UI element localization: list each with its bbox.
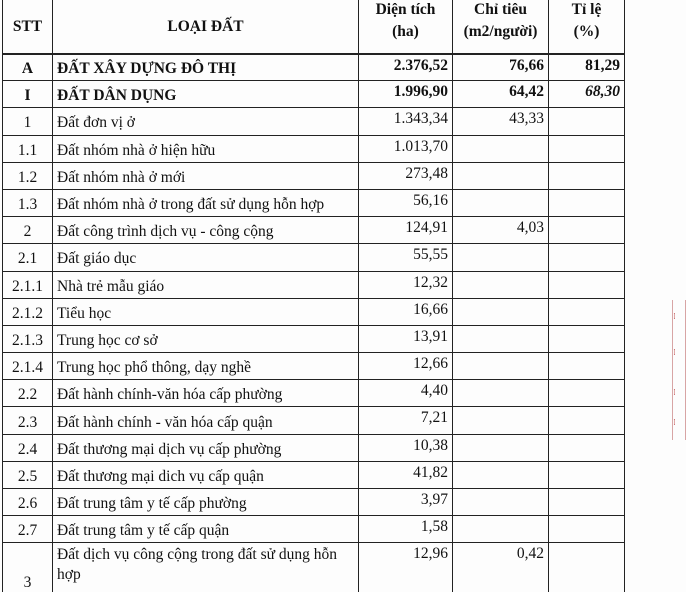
cell-norm <box>453 489 549 516</box>
cell-area: 16,66 <box>359 298 453 325</box>
cell-stt: A <box>3 54 53 81</box>
cell-land-type: Đất công trình dịch vụ - công cộng <box>53 217 359 244</box>
cell-ratio <box>549 543 625 592</box>
cell-ratio <box>549 298 625 325</box>
cell-land-type: Đất dịch vụ công cộng trong đất sử dụng hỗn hợp <box>53 543 359 592</box>
cell-stt: 2.2 <box>3 380 53 407</box>
cell-area: 13,91 <box>359 325 453 352</box>
cell-land-type: ĐẤT XÂY DỰNG ĐÔ THỊ <box>53 54 359 81</box>
table-row <box>3 407 625 434</box>
cell-area: 4,40 <box>359 380 453 407</box>
cell-area: 1.996,90 <box>359 81 453 108</box>
cell-stt: 2.6 <box>3 489 53 516</box>
cell-stt: 2.7 <box>3 516 53 543</box>
cell-ratio <box>549 217 625 244</box>
table-row <box>3 189 625 216</box>
cell-land-type: Đất giáo dục <box>53 244 359 271</box>
cell-ratio <box>549 108 625 135</box>
cell-ratio <box>549 135 625 162</box>
cell-stt: 2.1.2 <box>3 298 53 325</box>
cell-norm: 0,42 <box>453 543 549 592</box>
cell-stt: I <box>3 81 53 108</box>
cell-area: 56,16 <box>359 189 453 216</box>
cell-stt: 3 <box>3 543 53 592</box>
cell-area: 55,55 <box>359 244 453 271</box>
header-ratio-title: Tỉ lệ <box>571 1 602 18</box>
table-row <box>3 380 625 407</box>
header-land-type: LOẠI ĐẤT <box>53 0 359 54</box>
cell-ratio <box>549 189 625 216</box>
cell-norm: 43,33 <box>453 108 549 135</box>
stamp-glyph-icon: ⁞ <box>673 348 676 358</box>
table-row <box>3 271 625 298</box>
cell-land-type: Đất đơn vị ở <box>53 108 359 135</box>
header-ratio-unit: (%) <box>573 23 600 40</box>
cell-land-type: Đất trung tâm y tế cấp quận <box>53 516 359 543</box>
cell-ratio <box>549 407 625 434</box>
table-row <box>3 461 625 488</box>
cell-norm <box>453 244 549 271</box>
cell-norm: 76,66 <box>453 54 549 81</box>
table-row <box>3 135 625 162</box>
cell-ratio <box>549 162 625 189</box>
cell-norm <box>453 189 549 216</box>
cell-area: 12,32 <box>359 271 453 298</box>
cell-norm <box>453 135 549 162</box>
cell-area: 12,96 <box>359 543 453 592</box>
land-use-table <box>2 0 625 592</box>
header-ratio <box>549 0 625 54</box>
cell-area: 12,66 <box>359 353 453 380</box>
cell-norm <box>453 298 549 325</box>
cell-norm: 64,42 <box>453 81 549 108</box>
table-row <box>3 489 625 516</box>
cell-land-type: Nhà trẻ mẫu giáo <box>53 271 359 298</box>
table-row <box>3 217 625 244</box>
cell-land-type: Đất hành chính-văn hóa cấp phường <box>53 380 359 407</box>
cell-land-type: Đất trung tâm y tế cấp phường <box>53 489 359 516</box>
cell-area: 3,97 <box>359 489 453 516</box>
header-area <box>359 0 453 54</box>
cell-area: 124,91 <box>359 217 453 244</box>
cell-area: 273,48 <box>359 162 453 189</box>
cell-area: 2.376,52 <box>359 54 453 81</box>
cell-stt: 2.1.3 <box>3 325 53 352</box>
cell-ratio <box>549 489 625 516</box>
cell-area: 7,21 <box>359 407 453 434</box>
table-row <box>3 81 625 108</box>
table-row <box>3 325 625 352</box>
cell-land-type: Đất thương mại dịch vụ cấp phường <box>53 434 359 461</box>
cell-area: 41,82 <box>359 461 453 488</box>
header-norm-unit: (m2/người) <box>463 23 538 40</box>
cell-area: 1.343,34 <box>359 108 453 135</box>
table-row <box>3 162 625 189</box>
header-area-unit: (ha) <box>392 23 419 40</box>
cell-ratio <box>549 434 625 461</box>
cell-land-type: Đất nhóm nhà ở hiện hữu <box>53 135 359 162</box>
cell-land-type: Trung học cơ sở <box>53 325 359 352</box>
stamp-glyph-icon: ⁞ <box>673 388 676 398</box>
header-stt: STT <box>3 0 53 54</box>
table-row <box>3 516 625 543</box>
cell-norm <box>453 434 549 461</box>
cell-ratio <box>549 353 625 380</box>
cell-stt: 2 <box>3 217 53 244</box>
cell-stt: 2.1.4 <box>3 353 53 380</box>
cell-norm <box>453 162 549 189</box>
cell-ratio: 68,30 <box>549 81 625 108</box>
header-norm <box>453 0 549 54</box>
table-row <box>3 108 625 135</box>
header-area-title: Diện tích <box>375 1 436 18</box>
cell-land-type: Đất nhóm nhà ở trong đất sử dụng hỗn hợp <box>53 189 359 216</box>
cell-stt: 2.1.1 <box>3 271 53 298</box>
cell-land-type: Trung học phổ thông, dạy nghề <box>53 353 359 380</box>
stamp-glyph-icon: ⁞ <box>673 312 676 322</box>
cell-norm <box>453 380 549 407</box>
cell-area: 10,38 <box>359 434 453 461</box>
table-row <box>3 298 625 325</box>
stamp-mark <box>670 300 686 440</box>
cell-stt: 2.3 <box>3 407 53 434</box>
cell-norm <box>453 407 549 434</box>
cell-land-type: Đất nhóm nhà ở mới <box>53 162 359 189</box>
cell-stt: 1 <box>3 108 53 135</box>
cell-ratio <box>549 516 625 543</box>
cell-stt: 2.5 <box>3 461 53 488</box>
cell-land-type: ĐẤT DÂN DỤNG <box>53 81 359 108</box>
cell-stt: 1.2 <box>3 162 53 189</box>
cell-land-type: Đất hành chính - văn hóa cấp quận <box>53 407 359 434</box>
table-row <box>3 543 625 592</box>
table-row <box>3 434 625 461</box>
cell-land-type: Tiểu học <box>53 298 359 325</box>
table-row <box>3 54 625 81</box>
header-norm-title: Chỉ tiêu <box>474 1 527 18</box>
cell-ratio <box>549 244 625 271</box>
cell-area: 1,58 <box>359 516 453 543</box>
cell-norm <box>453 461 549 488</box>
cell-ratio <box>549 325 625 352</box>
cell-stt: 1.3 <box>3 189 53 216</box>
cell-norm <box>453 325 549 352</box>
cell-norm: 4,03 <box>453 217 549 244</box>
stamp-glyph-icon: ⁞ <box>673 418 676 428</box>
cell-stt: 1.1 <box>3 135 53 162</box>
cell-ratio <box>549 271 625 298</box>
table-header-row <box>3 0 625 54</box>
table-row <box>3 244 625 271</box>
table-row <box>3 353 625 380</box>
cell-land-type: Đất thương mại dich vụ cấp quận <box>53 461 359 488</box>
cell-norm <box>453 271 549 298</box>
cell-norm <box>453 353 549 380</box>
cell-norm <box>453 516 549 543</box>
cell-area: 1.013,70 <box>359 135 453 162</box>
cell-ratio: 81,29 <box>549 54 625 81</box>
cell-ratio <box>549 380 625 407</box>
cell-ratio <box>549 461 625 488</box>
cell-stt: 2.1 <box>3 244 53 271</box>
cell-stt: 2.4 <box>3 434 53 461</box>
